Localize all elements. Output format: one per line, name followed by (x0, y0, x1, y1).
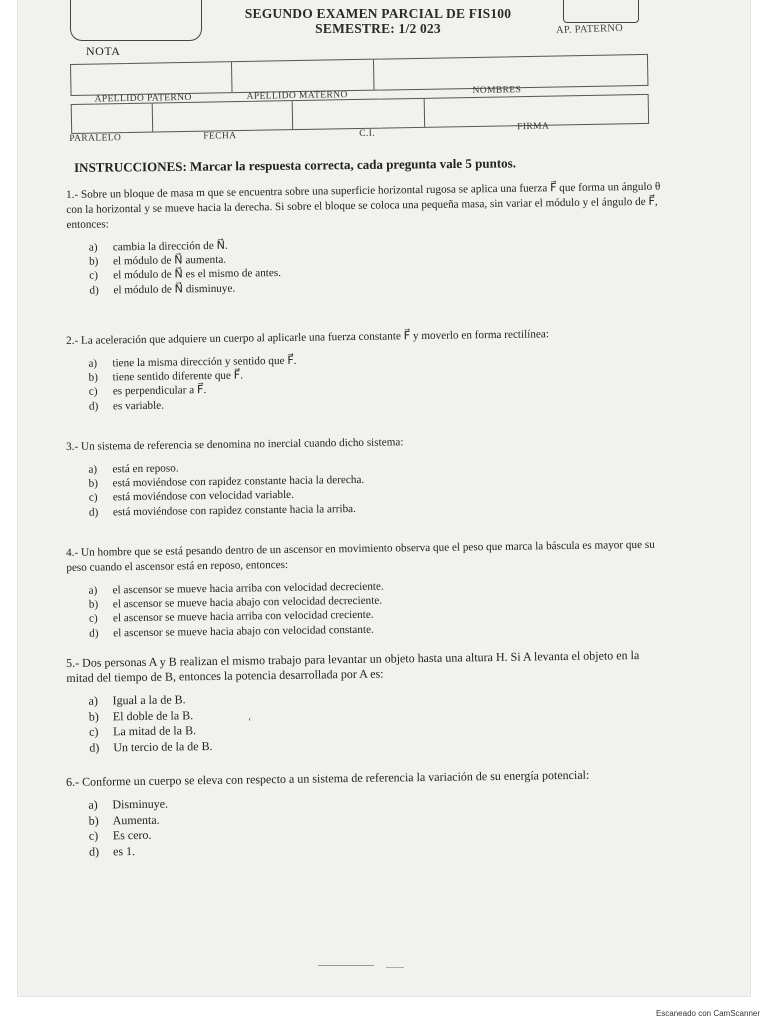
question-stem: 6.- Conforme un cuerpo se eleva con respecto a un sistema de referencia la variación de su energía potencial: (66, 767, 590, 789)
question-4 (66, 538, 667, 641)
option-item[interactable]: c) Es cero. (88, 827, 152, 843)
option-list (66, 790, 667, 860)
label-ci: C.I. (359, 128, 376, 139)
grid-divider (424, 99, 425, 127)
option-item[interactable]: b) El doble de la B. (88, 707, 194, 724)
option-item[interactable]: c) La mitad de la B. (88, 723, 197, 739)
option-item[interactable]: c) es perpendicular a F⃗. (88, 384, 207, 399)
label-paralelo: PARALELO (69, 133, 122, 145)
option-item[interactable]: a) tiene la misma dirección y sentido que F⃗. (88, 354, 297, 370)
option-item[interactable]: d) el módulo de N⃗ disminuye. (89, 282, 236, 297)
instructions: INSTRUCCIONES: Marcar la respuesta correcta, cada pregunta vale 5 puntos. (74, 155, 517, 175)
nota-box (70, 0, 202, 41)
option-item[interactable]: a) está en reposo. (88, 462, 179, 476)
exam-title-line2: SEMESTRE: 1/2 023 (315, 21, 441, 36)
option-list (67, 233, 668, 298)
option-item[interactable]: d) Un tercio de la de B. (89, 738, 213, 755)
grid-divider (373, 60, 375, 90)
question-3 (66, 432, 667, 520)
question-5 (66, 648, 667, 756)
option-item[interactable]: a) Disminuye. (88, 796, 169, 812)
option-item[interactable]: d) el ascensor se mueve hacia abajo con velocidad constante. (89, 623, 374, 640)
option-list (66, 455, 667, 520)
option-item[interactable]: d) está moviéndose con rapidez constante hacia la arriba. (88, 502, 356, 519)
grid-divider (152, 104, 153, 132)
label-firma: FIRMA (517, 121, 550, 133)
grid-divider (292, 101, 293, 129)
ap-paterno-label: AP. PATERNO (555, 22, 624, 37)
option-item[interactable]: a) Igual a la de B. (88, 692, 186, 708)
question-1 (66, 180, 667, 298)
question-stem: 2.- La aceleración que adquiere un cuerpo al aplicarle una fuerza constante F⃗ y moverlo en forma rectilínea: (66, 328, 550, 347)
option-item[interactable]: c) está moviéndose con velocidad variable. (88, 489, 294, 505)
option-item[interactable]: b) el ascensor se mueve hacia abajo con velocidad decreciente. (88, 594, 383, 611)
label-apellido-materno: APELLIDO MATERNO (246, 90, 348, 102)
option-item[interactable]: a) el ascensor se mueve hacia arriba con velocidad decreciente. (88, 580, 384, 597)
option-list (66, 349, 667, 414)
option-item[interactable]: d) es 1. (88, 843, 136, 859)
option-item[interactable]: c) el ascensor se mueve hacia arriba con velocidad creciente. (88, 609, 374, 626)
option-item[interactable]: a) cambia la dirección de N⃗. (88, 239, 228, 254)
exam-title-line1: SEGUNDO EXAMEN PARCIAL DE FIS100 (244, 6, 512, 21)
question-6 (66, 767, 667, 860)
student-info-grid (69, 54, 647, 145)
option-item[interactable]: c) el módulo de N⃗ es el mismo de antes. (89, 267, 282, 283)
corner-box (563, 0, 639, 23)
question-stem: 3.- Un sistema de referencia se denomina no inercial cuando dicho sistema: (66, 436, 404, 453)
exam-sheet (18, 0, 750, 996)
option-item[interactable]: b) el módulo de N⃗ aumenta. (88, 253, 227, 268)
exam-title (228, 6, 528, 36)
question-stem: 5.- Dos personas A y B realizan el mismo trabajo para levantar un objeto hasta una altura H. Si A levanta el objeto en la mitad del tiempo de B, entonces la potencia desarrollada por A es: (66, 647, 640, 685)
question-stem: 4.- Un hombre que se está pesando dentro de un ascensor en movimiento observa que el peso que marca la báscula es mayor que su peso cuando el ascensor está en reposo, entonces: (66, 538, 655, 574)
stray-mark: ‘ (248, 717, 252, 728)
grid-row-names (70, 54, 648, 96)
camscanner-watermark: Escaneado con CamScanner (655, 1009, 760, 1018)
nota-label: NOTA (86, 44, 121, 58)
footer-line (386, 967, 404, 968)
label-nombres: NOMBRES (472, 85, 522, 96)
footer-line (318, 965, 374, 966)
option-item[interactable]: b) Aumenta. (88, 812, 160, 828)
label-fecha: FECHA (203, 131, 237, 142)
question-2 (66, 326, 667, 414)
option-item[interactable]: b) está moviéndose con rapidez constante hacia la derecha. (88, 474, 365, 490)
option-item[interactable]: d) es variable. (88, 399, 165, 413)
option-item[interactable]: b) tiene sentido diferente que F⃗. (88, 369, 244, 384)
grid-divider (231, 62, 233, 92)
label-apellido-paterno: APELLIDO PATERNO (94, 92, 192, 105)
option-list (67, 576, 668, 641)
question-stem: 1.- Sobre un bloque de masa m que se encuentra sobre una superficie horizontal rugosa se aplica una fuerza F⃗ que forma un ángulo θ con la horizontal y se mueve hacia la derecha. Si sobre el bloque se coloca una pequeña masa, sin variar el módulo y el ángulo de F⃗, entonces: (66, 180, 661, 231)
option-list (67, 686, 668, 756)
